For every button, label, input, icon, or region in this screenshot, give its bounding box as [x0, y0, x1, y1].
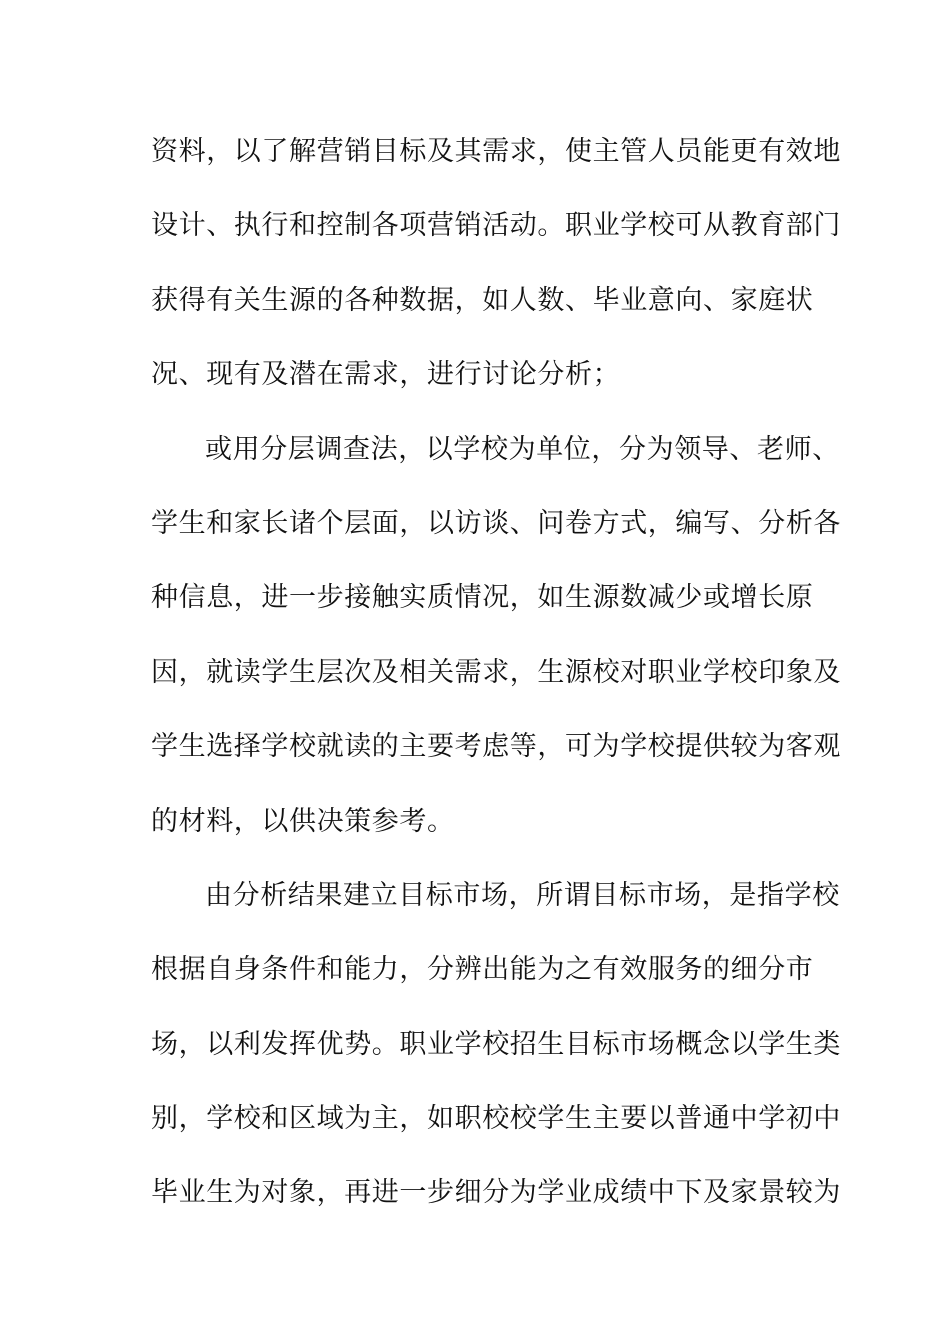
text-line: 因，就读学生层次及相关需求，生源校对职业学校印象及	[151, 656, 841, 688]
text-line: 的材料，以供决策参考。	[151, 805, 455, 837]
text-line: 毕业生为对象，再进一步细分为学业成绩中下及家景较为	[151, 1177, 841, 1209]
text-line: 学生选择学校就读的主要考虑等，可为学校提供较为客观	[151, 731, 841, 763]
body-text	[151, 127, 841, 1243]
text-line: 种信息，进一步接触实质情况，如生源数减少或增长原	[151, 582, 814, 614]
text-line: 设计、执行和控制各项营销活动。职业学校可从教育部门	[151, 210, 841, 242]
text-line: 场，以利发挥优势。职业学校招生目标市场概念以学生类	[151, 1028, 841, 1060]
text-line: 资料，以了解营销目标及其需求，使主管人员能更有效地	[151, 136, 841, 167]
text-line: 获得有关生源的各种数据，如人数、毕业意向、家庭状	[151, 284, 814, 316]
text-line: 学生和家长诸个层面，以访谈、问卷方式，编写、分析各	[151, 507, 841, 539]
text-line: 况、现有及潜在需求，进行讨论分析；	[151, 359, 621, 391]
paragraph-start-line: 或用分层调查法，以学校为单位，分为领导、老师、	[205, 433, 840, 465]
text-line: 根据自身条件和能力，分辨出能为之有效服务的细分市	[151, 954, 814, 986]
text-line: 别，学校和区域为主，如职校校学生主要以普通中学初中	[151, 1103, 841, 1135]
paragraph-start-line: 由分析结果建立目标市场，所谓目标市场，是指学校	[205, 879, 840, 911]
